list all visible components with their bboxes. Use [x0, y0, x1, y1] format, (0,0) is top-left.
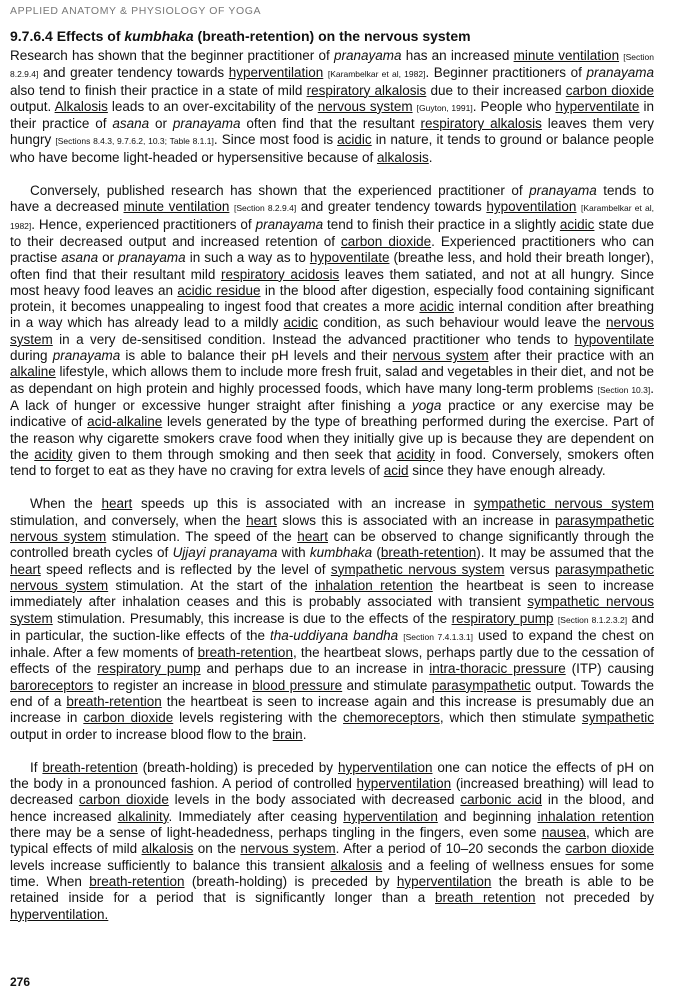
glossary-term-link[interactable]: carbon dioxide: [83, 710, 174, 726]
glossary-term-link[interactable]: alkalinity: [117, 808, 169, 824]
glossary-term-link[interactable]: acidic residue: [177, 282, 261, 298]
glossary-term-link[interactable]: intra-thoracic pressure: [429, 661, 566, 677]
italic-term: kumbhaka: [309, 545, 373, 561]
glossary-term-link[interactable]: parasympathetic nervous system: [10, 561, 655, 593]
glossary-term-link[interactable]: sympathetic nervous system: [330, 561, 505, 577]
glossary-term-link[interactable]: nervous system: [317, 98, 413, 114]
glossary-term-link[interactable]: inhalation retention: [315, 577, 433, 593]
glossary-term-link[interactable]: hyperventilation: [356, 776, 452, 792]
citation-reference: [Section 8.2.9.4]: [10, 52, 654, 80]
glossary-term-link[interactable]: breath-retention: [66, 693, 162, 709]
glossary-term-link[interactable]: Alkalosis: [54, 98, 108, 114]
glossary-term-link[interactable]: nervous system: [392, 348, 489, 364]
glossary-term-link[interactable]: heart: [246, 512, 277, 528]
glossary-term-link[interactable]: sympathetic nervous system: [473, 496, 654, 512]
glossary-term-link[interactable]: carbon dioxide: [78, 792, 169, 808]
citation-reference: [Karambelkar et al, 1982]: [327, 69, 426, 80]
citation-reference: [Sections 8.4.3, 9.7.6.2, 10.3; Table 8.1.1]: [55, 136, 214, 147]
italic-term: pranayama: [52, 348, 121, 364]
glossary-term-link[interactable]: acidity: [396, 446, 435, 462]
glossary-term-link[interactable]: alkaline: [10, 364, 56, 380]
glossary-term-link[interactable]: acidic: [419, 299, 454, 315]
glossary-term-link[interactable]: respiratory pump: [451, 610, 554, 626]
italic-term: pranayama: [333, 48, 402, 63]
glossary-term-link[interactable]: chemoreceptors: [343, 710, 440, 726]
glossary-term-link[interactable]: hyperventilate: [555, 98, 640, 114]
glossary-term-link[interactable]: acid: [383, 463, 409, 479]
page-content: [10, 28, 654, 940]
italic-term: pranayama: [255, 216, 324, 232]
glossary-term-link[interactable]: hypoventilation: [486, 199, 577, 215]
running-head: APPLIED ANATOMY & PHYSIOLOGY OF YOGA: [10, 5, 262, 17]
glossary-term-link[interactable]: breath-retention: [42, 759, 138, 775]
glossary-term-link[interactable]: nervous system: [240, 841, 336, 857]
italic-term: pranayama: [586, 65, 654, 81]
section-title-emphasis: kumbhaka: [124, 28, 194, 44]
glossary-term-link[interactable]: sympathetic: [581, 710, 654, 726]
glossary-term-link[interactable]: breath-retention: [89, 873, 185, 889]
glossary-term-link[interactable]: hyperventilation: [396, 873, 492, 889]
glossary-term-link[interactable]: acidic: [283, 315, 319, 331]
italic-term: tha-uddiyana bandha: [270, 627, 399, 643]
citation-reference: [Section 7.4.1.3.1]: [403, 631, 473, 642]
citation-reference: [Guyton, 1991]: [416, 102, 473, 113]
glossary-term-link[interactable]: acid-alkaline: [87, 414, 163, 430]
glossary-term-link[interactable]: hyperventilation: [337, 759, 433, 775]
glossary-term-link[interactable]: carbon dioxide: [565, 841, 655, 857]
page-number: 276: [10, 975, 31, 989]
paragraph-2: Conversely, published research has shown that the experienced practitioner of pranayama tends to have a decreased minute ventilation [Section 8.2.9.4] and greater tendency towards hypoventilation [Karambelkar et al, 1982]. Hence, experienced practitioners of pranayama tend to finish their practice in a slightly acidic state due to their decreased output and increased retention of carbon dioxide. Experienced practitioners who can practise asana or pranayama in such a way as to hypoventilate (breathe less, and hold their breath longer), often find that their resultant mild respiratory acidosis leaves them satiated, and not at all hungry. Since most heavy food leaves an acidic residue in the blood after digestion, especially food containing significant protein, it becomes unappealing to ingest food that creates a more acidic internal condition after breathing in a way which has already lead to a mildly acidic condition, as such behaviour would leave the nervous system in a very de-sensitised condition. Instead the advanced practitioner who tends to hypoventilate during pranayama is able to balance their pH levels and their nervous system after their practice with an alkaline lifestyle, which allows them to include more fresh fruit, salad and vegetables in their diet, and not be as dependant on high protein and highly processed foods, which have many long-term problems [Section 10.3]. A lack of hunger or excessive hunger straight after finishing a yoga practice or any exercise may be indicative of acid-alkaline levels generated by the type of breathing performed during the exercise. Part of the reason why cigarette smokers crave food when they initially give up is because they are dependent on the acidity given to them through smoking and then seek that acidity in food. Conversely, smokers often tend to forget to eat as they have no craving for extra levels of acid since they have enough already.: [10, 183, 655, 479]
glossary-term-link[interactable]: blood pressure: [252, 677, 343, 693]
glossary-term-link[interactable]: minute ventilation: [513, 48, 620, 63]
glossary-term-link[interactable]: brain: [272, 726, 303, 742]
glossary-term-link[interactable]: respiratory pump: [97, 661, 201, 677]
paragraph-4: If breath-retention (breath-holding) is preceded by hyperventilation one can notice the effects of pH on the body in a pronounced fashion. A period of controlled hyperventilation (increased breathing) will lead to decreased carbon dioxide levels in the body associated with decreased carbonic acid in the blood, and hence increased alkalinity. Immediately after ceasing hyperventilation and beginning inhalation retention there may be a sense of light-headedness, perhaps tingling in the fingers, even some nausea, which are typical effects of mild alkalosis on the nervous system. After a period of 10–20 seconds the carbon dioxide levels increase sufficiently to balance this transient alkalosis and a feeling of wellness ensues for some time. When breath-retention (breath-holding) is preceded by hyperventilation the breath is able to be retained inside for a period that is significantly longer than a breath retention not preceded by hyperventilation.: [10, 759, 655, 922]
glossary-term-link[interactable]: carbon dioxide: [565, 82, 654, 98]
italic-term: pranayama: [172, 116, 241, 132]
glossary-term-link[interactable]: hyperventilation.: [10, 906, 109, 922]
italic-term: asana: [61, 250, 99, 266]
italic-term: pranayama: [118, 250, 186, 266]
glossary-term-link[interactable]: carbonic acid: [460, 792, 542, 808]
glossary-term-link[interactable]: parasympathetic nervous system: [10, 512, 655, 545]
glossary-term-link[interactable]: heart: [101, 496, 133, 512]
section-title: [10, 28, 654, 45]
glossary-term-link[interactable]: minute ventilation: [123, 199, 230, 215]
glossary-term-link[interactable]: respiratory acidosis: [221, 266, 340, 282]
glossary-term-link[interactable]: nausea: [541, 825, 586, 841]
glossary-term-link[interactable]: hyperventilation: [343, 808, 438, 824]
glossary-term-link[interactable]: hypoventilate: [574, 331, 654, 347]
citation-reference: [Section 10.3]: [597, 384, 651, 395]
paragraph-3: When the heart speeds up this is associated with an increase in sympathetic nervous system stimulation, and conversely, when the heart slows this is associated with an increase in parasympathetic nervous system stimulation. The speed of the heart can be observed to change significantly through the controlled breath cycles of Ujjayi pranayama with kumbhaka (breath-retention). It may be assumed that the heart speed reflects and is reflected by the level of sympathetic nervous system versus parasympathetic nervous system stimulation. At the start of the inhalation retention the heartbeat is seen to increase immediately after inhalation ceases and this is probably associated with transient sympathetic nervous system stimulation. Presumably, this increase is due to the effects of the respiratory pump [Section 8.1.2.3.2] and in particular, the suction-like effects of the tha-uddiyana bandha [Section 7.4.1.3.1] used to expand the chest on inhale. After a few moments of breath-retention, the heartbeat slows, perhaps partly due to the cessation of effects of the respiratory pump and perhaps due to an increase in intra-thoracic pressure (ITP) causing baroreceptors to register an increase in blood pressure and stimulate parasympathetic output. Towards the end of a breath-retention the heartbeat is seen to increase again and this increase is presumably due an increase in carbon dioxide levels registering with the chemoreceptors, which then stimulate sympathetic output in order to increase blood flow to the brain.: [10, 496, 655, 742]
paragraph-1: Research has shown that the beginner practitioner of pranayama has an increased minute ventilation [Section 8.2.9.4] and greater tendency towards hyperventilation [Karambelkar et al, 1982]. Beginner practitioners of pranayama also tend to finish their practice in a state of mild respiratory alkalosis due to their increased carbon dioxide output. Alkalosis leads to an over-excitability of the nervous system [Guyton, 1991]. People who hyperventilate in their practice of asana or pranayama often find that the resultant respiratory alkalosis leaves them very hungry [Sections 8.4.3, 9.7.6.2, 10.3; Table 8.1.1]. Since most food is acidic in nature, it tends to ground or balance people who have become light-headed or hypersensitive because of alkalosis.: [10, 48, 655, 165]
glossary-term-link[interactable]: respiratory alkalosis: [306, 82, 427, 98]
glossary-term-link[interactable]: alkalosis: [376, 149, 429, 165]
section-title-prefix: 9.7.6.4 Effects of: [10, 28, 125, 44]
glossary-term-link[interactable]: sympathetic nervous system: [10, 594, 654, 626]
glossary-term-link[interactable]: breath-retention: [380, 545, 477, 561]
glossary-term-link[interactable]: nervous system: [10, 315, 654, 347]
glossary-term-link[interactable]: acidic: [559, 216, 595, 232]
section-title-suffix: (breath-retention) on the nervous system: [193, 28, 471, 44]
italic-term: pranayama: [529, 183, 597, 199]
citation-reference: [Section 8.2.9.4]: [233, 203, 297, 214]
glossary-term-link[interactable]: carbon dioxide: [341, 233, 432, 249]
glossary-term-link[interactable]: breath retention: [435, 890, 536, 906]
citation-reference: [Karambelkar et al, 1982]: [10, 203, 654, 231]
italic-term: yoga: [412, 397, 442, 413]
italic-term: asana: [112, 116, 150, 132]
citation-reference: [Section 8.1.2.3.2]: [557, 614, 628, 625]
glossary-term-link[interactable]: heart: [10, 561, 41, 577]
glossary-term-link[interactable]: acidity: [34, 446, 73, 462]
glossary-term-link[interactable]: parasympathetic: [431, 677, 531, 693]
glossary-term-link[interactable]: breath-retention: [197, 645, 293, 661]
glossary-term-link[interactable]: hyperventilation: [228, 65, 324, 81]
glossary-term-link[interactable]: alkalosis: [141, 841, 194, 857]
glossary-term-link[interactable]: heart: [297, 529, 328, 545]
glossary-term-link[interactable]: respiratory alkalosis: [420, 116, 542, 132]
glossary-term-link[interactable]: hypoventilate: [309, 250, 390, 266]
glossary-term-link[interactable]: inhalation retention: [537, 808, 654, 824]
glossary-term-link[interactable]: acidic: [337, 132, 372, 148]
glossary-term-link[interactable]: baroreceptors: [10, 677, 94, 693]
glossary-term-link[interactable]: alkalosis: [330, 857, 383, 873]
italic-term: Ujjayi pranayama: [172, 545, 278, 561]
